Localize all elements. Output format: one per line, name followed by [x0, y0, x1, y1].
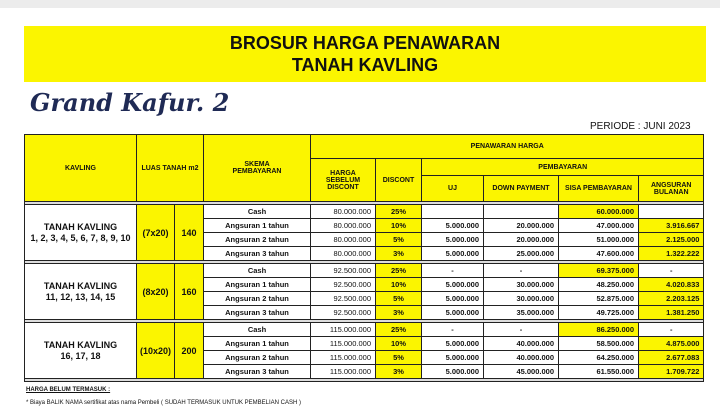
dp-cell: 35.000.000	[484, 306, 559, 320]
uj-cell: 5.000.000	[422, 278, 484, 292]
discont-cell: 25%	[376, 323, 422, 337]
angsuran-cell: -	[639, 264, 704, 278]
header-uj: UJ	[422, 176, 484, 202]
table-row	[25, 323, 704, 337]
uj-cell: 5.000.000	[422, 351, 484, 365]
skema-cell: Angsuran 1 tahun	[204, 337, 311, 351]
header-penawaran: PENAWARAN HARGA	[311, 135, 704, 159]
title-line-1: BROSUR HARGA PENAWARAN	[229, 33, 501, 53]
sisa-cell: 47.600.000	[559, 247, 639, 261]
skema-cell: Angsuran 2 tahun	[204, 233, 311, 247]
sisa-cell: 69.375.000	[559, 264, 639, 278]
skema-cell: Angsuran 3 tahun	[204, 365, 311, 379]
header-kavling: KAVLING	[25, 135, 137, 202]
row-divider	[25, 379, 704, 382]
sisa-cell: 60.000.000	[559, 205, 639, 219]
dp-cell: 40.000.000	[484, 351, 559, 365]
dp-cell: 45.000.000	[484, 365, 559, 379]
dp-cell: -	[484, 264, 559, 278]
uj-cell: -	[422, 323, 484, 337]
kavling-dimension: (8x20)	[137, 264, 175, 320]
discont-cell: 3%	[376, 365, 422, 379]
kavling-cell	[25, 264, 137, 320]
dp-cell: 25.000.000	[484, 247, 559, 261]
angsuran-cell: 1.381.250	[639, 306, 704, 320]
skema-cell: Angsuran 3 tahun	[204, 306, 311, 320]
uj-cell: 5.000.000	[422, 292, 484, 306]
kavling-cell	[25, 323, 137, 379]
skema-cell: Cash	[204, 264, 311, 278]
discont-cell: 10%	[376, 219, 422, 233]
dp-cell: 30.000.000	[484, 292, 559, 306]
table-row	[25, 264, 704, 278]
header-sisa: SISA PEMBAYARAN	[559, 176, 639, 202]
angsuran-cell: 2.203.125	[639, 292, 704, 306]
kavling-numbers: 16, 17, 18	[60, 350, 101, 361]
uj-cell: 5.000.000	[422, 337, 484, 351]
sisa-cell: 64.250.000	[559, 351, 639, 365]
harga-cell: 92.500.000	[311, 264, 376, 278]
title-line-2: TANAH KAVLING	[291, 55, 439, 75]
kavling-name: TANAH KAVLING	[43, 280, 118, 291]
sisa-cell: 61.550.000	[559, 365, 639, 379]
skema-cell: Cash	[204, 205, 311, 219]
header-discont: DISCONT	[376, 159, 422, 202]
harga-cell: 115.000.000	[311, 337, 376, 351]
uj-cell: 5.000.000	[422, 247, 484, 261]
kavling-numbers: 11, 12, 13, 14, 15	[45, 291, 116, 302]
discont-cell: 5%	[376, 292, 422, 306]
angsuran-cell: 3.916.667	[639, 219, 704, 233]
discont-cell: 10%	[376, 337, 422, 351]
angsuran-cell: 1.709.722	[639, 365, 704, 379]
discont-cell: 25%	[376, 264, 422, 278]
kavling-dimension: (7x20)	[137, 205, 175, 261]
kavling-name: TANAH KAVLING	[43, 221, 118, 232]
harga-cell: 80.000.000	[311, 205, 376, 219]
periode-label: PERIODE : JUNI 2023	[590, 121, 691, 132]
title-banner	[24, 26, 706, 82]
harga-cell: 115.000.000	[311, 351, 376, 365]
kavling-area: 160	[175, 264, 204, 320]
angsuran-cell: 4.875.000	[639, 337, 704, 351]
dp-cell: 20.000.000	[484, 219, 559, 233]
kavling-area: 200	[175, 323, 204, 379]
harga-cell: 80.000.000	[311, 233, 376, 247]
skema-cell: Angsuran 2 tahun	[204, 292, 311, 306]
uj-cell: 5.000.000	[422, 233, 484, 247]
harga-cell: 92.500.000	[311, 292, 376, 306]
angsuran-cell: 2.677.083	[639, 351, 704, 365]
angsuran-cell: 4.020.833	[639, 278, 704, 292]
skema-cell: Angsuran 2 tahun	[204, 351, 311, 365]
kavling-name: TANAH KAVLING	[43, 339, 118, 350]
dp-cell: 30.000.000	[484, 278, 559, 292]
angsuran-cell	[639, 205, 704, 219]
header-skema: SKEMA PEMBAYARAN	[204, 135, 311, 202]
uj-cell: -	[422, 264, 484, 278]
discont-cell: 5%	[376, 233, 422, 247]
harga-cell: 115.000.000	[311, 365, 376, 379]
price-table	[24, 134, 704, 382]
kavling-cell	[25, 205, 137, 261]
header-angsuran: ANGSURAN BULANAN	[639, 176, 704, 202]
skema-cell: Cash	[204, 323, 311, 337]
skema-cell: Angsuran 3 tahun	[204, 247, 311, 261]
sisa-cell: 51.000.000	[559, 233, 639, 247]
notes-heading: HARGA BELUM TERMASUK :	[26, 387, 111, 393]
sisa-cell: 48.250.000	[559, 278, 639, 292]
sisa-cell: 49.725.000	[559, 306, 639, 320]
discont-cell: 5%	[376, 351, 422, 365]
harga-cell: 92.500.000	[311, 306, 376, 320]
harga-cell: 80.000.000	[311, 247, 376, 261]
skema-cell: Angsuran 1 tahun	[204, 278, 311, 292]
discont-cell: 3%	[376, 247, 422, 261]
angsuran-cell: -	[639, 323, 704, 337]
uj-cell: 5.000.000	[422, 306, 484, 320]
table-row	[25, 205, 704, 219]
uj-cell: 5.000.000	[422, 365, 484, 379]
header-harga: HARGA SEBELUM DISCONT	[311, 159, 376, 202]
uj-cell: 5.000.000	[422, 219, 484, 233]
discont-cell: 25%	[376, 205, 422, 219]
angsuran-cell: 2.125.000	[639, 233, 704, 247]
dp-cell	[484, 205, 559, 219]
kavling-numbers: 1, 2, 3, 4, 5, 6, 7, 8, 9, 10	[30, 232, 131, 243]
header-dp: DOWN PAYMENT	[484, 176, 559, 202]
kavling-area: 140	[175, 205, 204, 261]
sisa-cell: 47.000.000	[559, 219, 639, 233]
sisa-cell: 52.875.000	[559, 292, 639, 306]
discont-cell: 10%	[376, 278, 422, 292]
angsuran-cell: 1.322.222	[639, 247, 704, 261]
kavling-dimension: (10x20)	[137, 323, 175, 379]
dp-cell: -	[484, 323, 559, 337]
top-strip	[0, 0, 720, 8]
discont-cell: 3%	[376, 306, 422, 320]
harga-cell: 80.000.000	[311, 219, 376, 233]
sisa-cell: 58.500.000	[559, 337, 639, 351]
harga-cell: 115.000.000	[311, 323, 376, 337]
header-luas: LUAS TANAH m2	[137, 135, 204, 202]
dp-cell: 40.000.000	[484, 337, 559, 351]
dp-cell: 20.000.000	[484, 233, 559, 247]
skema-cell: Angsuran 1 tahun	[204, 219, 311, 233]
header-pembayaran: PEMBAYARAN	[422, 159, 704, 176]
notes-line: * Biaya BALIK NAMA sertifikat atas nama Pembeli ( SUDAH TERMASUK UNTUK PEMBELIAN CASH )	[26, 400, 301, 406]
brand-name: Grand Kafur. 2	[30, 88, 230, 117]
sisa-cell: 86.250.000	[559, 323, 639, 337]
uj-cell	[422, 205, 484, 219]
harga-cell: 92.500.000	[311, 278, 376, 292]
